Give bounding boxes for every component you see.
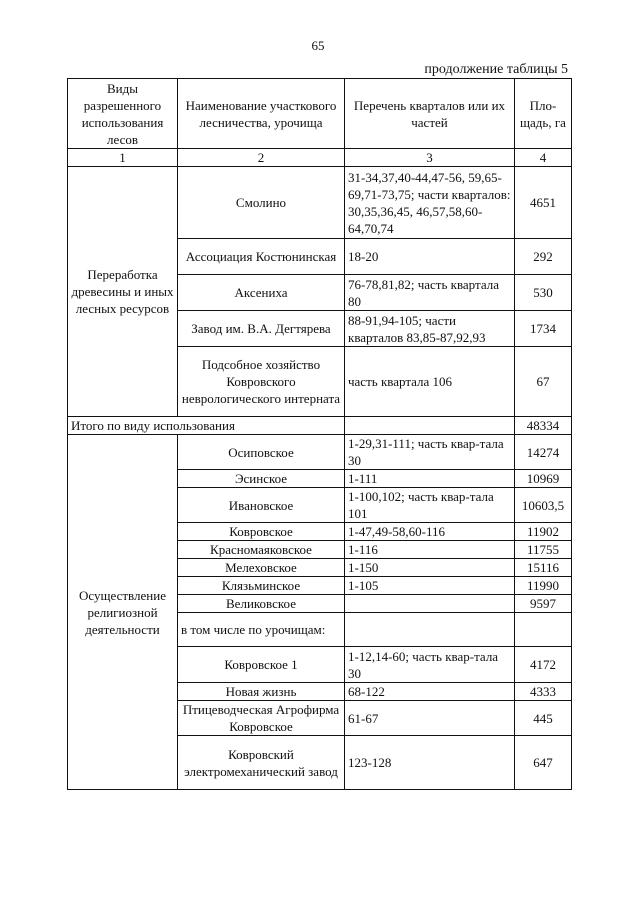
area-value: 4333: [515, 683, 572, 701]
area-value: 9597: [515, 595, 572, 613]
quarters-list: 1-116: [345, 541, 515, 559]
quarters-list: 1-100,102; часть квар-тала 101: [345, 488, 515, 523]
total-label: Итого по виду использования: [68, 417, 345, 435]
continuation-caption: продолжение таблицы 5: [424, 62, 568, 77]
forestry-name: Эсинское: [178, 470, 345, 488]
column-number-row: [68, 149, 572, 167]
tract-name: Ковровское 1: [178, 647, 345, 683]
forestry-name: Великовское: [178, 595, 345, 613]
quarters-list: 123-128: [345, 736, 515, 790]
header-area: Пло-щадь, га: [515, 79, 572, 149]
quarters-list: [345, 595, 515, 613]
quarters-list: 1-105: [345, 577, 515, 595]
area-value: 530: [515, 275, 572, 311]
area-value: 11755: [515, 541, 572, 559]
table-row: [68, 167, 572, 239]
area-value: 15116: [515, 559, 572, 577]
forestry-name: Подсобное хозяйство Ковровского неврологического интерната: [178, 347, 345, 417]
forestry-name: Клязьминское: [178, 577, 345, 595]
area-value: 67: [515, 347, 572, 417]
area-value: 11990: [515, 577, 572, 595]
quarters-list: 76-78,81,82; часть квартала 80: [345, 275, 515, 311]
tract-name: Новая жизнь: [178, 683, 345, 701]
quarters-list: 88-91,94-105; части кварталов 83,85-87,92,93: [345, 311, 515, 347]
area-value: 292: [515, 239, 572, 275]
column-number: 2: [178, 149, 345, 167]
forestry-name: Ивановское: [178, 488, 345, 523]
header-row: [68, 79, 572, 149]
quarters-list: 18-20: [345, 239, 515, 275]
column-number: 3: [345, 149, 515, 167]
tract-name: Ковровский электромеханический завод: [178, 736, 345, 790]
forestry-name: Завод им. В.А. Дегтярева: [178, 311, 345, 347]
table-row: [68, 435, 572, 470]
quarters-list: 61-67: [345, 701, 515, 736]
quarters-list: 31-34,37,40-44,47-56, 59,65-69,71-73,75; части кварталов: 30,35,36,45, 46,57,58,60-64,70,74: [345, 167, 515, 239]
forestry-name: Красномаяковское: [178, 541, 345, 559]
quarters-list: 1-150: [345, 559, 515, 577]
quarters-list: часть квартала 106: [345, 347, 515, 417]
area-value: 4651: [515, 167, 572, 239]
quarters-list: 1-111: [345, 470, 515, 488]
area-value: 647: [515, 736, 572, 790]
total-row: [68, 417, 572, 435]
forestry-name: Осиповское: [178, 435, 345, 470]
area-value: 14274: [515, 435, 572, 470]
area-value: 4172: [515, 647, 572, 683]
empty-cell: [515, 613, 572, 647]
forestry-name: Ассоциация Костюнинская: [178, 239, 345, 275]
quarters-list: 1-47,49-58,60-116: [345, 523, 515, 541]
forest-use-table: [67, 78, 572, 790]
area-value: 10603,5: [515, 488, 572, 523]
quarters-list: 1-12,14-60; часть квар-тала 30: [345, 647, 515, 683]
forestry-name: Мелеховское: [178, 559, 345, 577]
area-value: 10969: [515, 470, 572, 488]
subheading: в том числе по урочищам:: [178, 613, 345, 647]
header-use-type: Виды разрешенного использования лесов: [68, 79, 178, 149]
forestry-name: Ковровское: [178, 523, 345, 541]
empty-cell: [345, 417, 515, 435]
area-value: 1734: [515, 311, 572, 347]
tract-name: Птицеводческая Агрофирма Ковровское: [178, 701, 345, 736]
use-type-cell: Переработка древесины и иных лесных ресурсов: [68, 167, 178, 417]
quarters-list: 68-122: [345, 683, 515, 701]
use-type-cell: Осуществление религиозной деятельности: [68, 435, 178, 790]
forestry-name: Аксениха: [178, 275, 345, 311]
quarters-list: 1-29,31-111; часть квар-тала 30: [345, 435, 515, 470]
area-value: 11902: [515, 523, 572, 541]
forestry-name: Смолино: [178, 167, 345, 239]
page-number: 65: [311, 38, 325, 53]
area-value: 445: [515, 701, 572, 736]
empty-cell: [345, 613, 515, 647]
header-quarters: Перечень кварталов или их частей: [345, 79, 515, 149]
column-number: 1: [68, 149, 178, 167]
header-forestry-name: Наименование участкового лесничества, урочища: [178, 79, 345, 149]
total-area: 48334: [515, 417, 572, 435]
column-number: 4: [515, 149, 572, 167]
